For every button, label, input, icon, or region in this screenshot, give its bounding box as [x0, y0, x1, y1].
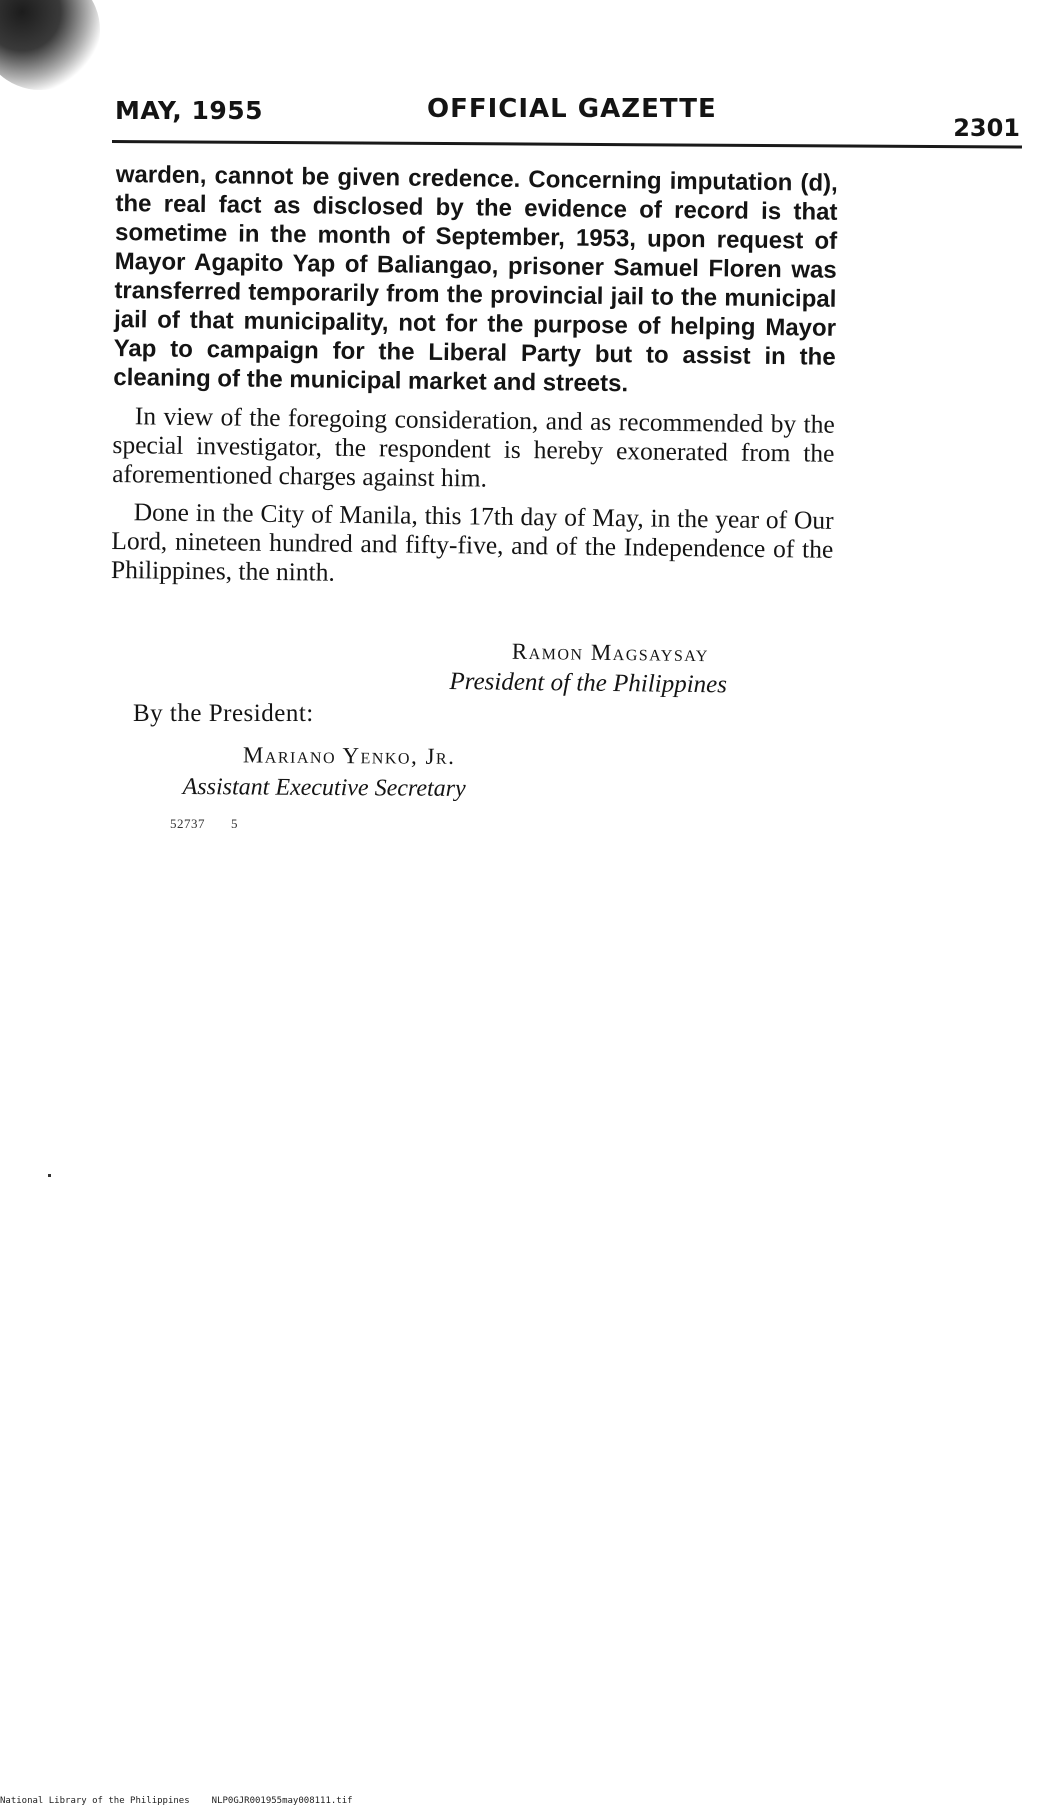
paragraph-continuation: warden, cannot be given credence. Concerning imputation (d), the real fact as disclosed by the evidence of record is that sometime in the month of September, 1953, upon request of Mayor Agapito Yap of Baliangao, prisoner Samuel Floren was transferred temporarily from the provincial jail to the municipal jail of that municipality, not for the purpose of helping Mayor Yap to campaign for the Liberal Party but to assist in the cleaning of the municipal market and streets. [113, 160, 838, 398]
attesting-name: Mariano Yenko, Jr. [242, 742, 456, 769]
scan-speck [48, 1174, 51, 1177]
document-body [111, 160, 838, 602]
signatory-title: President of the Philippines [449, 667, 728, 699]
header-rule [112, 140, 1022, 149]
president-signature [449, 638, 810, 700]
publication-title: OFFICIAL GAZETTE [427, 94, 717, 124]
reference-number-value: 52737 [170, 816, 205, 831]
paragraph-exoneration: In view of the foregoing consideration, and as recommended by the special investigator, the respondent is hereby exonerated from the aforementioned charges against him. [111, 401, 836, 493]
footer-library: National Library of the Philippines [0, 1796, 190, 1806]
issue-date: MAY, 1955 [115, 96, 264, 125]
signatory-name: Ramon Magsaysay [511, 638, 710, 667]
reference-mark: 5 [231, 816, 238, 831]
footer-filename: NLP0GJR001955may008111.tif [211, 1796, 353, 1806]
page-header [115, 92, 1020, 142]
attesting-signature [183, 742, 603, 804]
page-number: 2301 [953, 114, 1020, 142]
by-the-president-line: By the President: [133, 700, 314, 727]
paragraph-done-in: Done in the City of Manila, this 17th day of May, in the year of Our Lord, nineteen hundred and fifty-five, and of the Independence of the Philippines, the ninth. [110, 497, 834, 587]
reference-number [170, 816, 238, 832]
scan-footer [0, 1796, 353, 1806]
scan-artifact [0, 0, 100, 90]
attesting-title: Assistant Executive Secretary [182, 773, 466, 802]
